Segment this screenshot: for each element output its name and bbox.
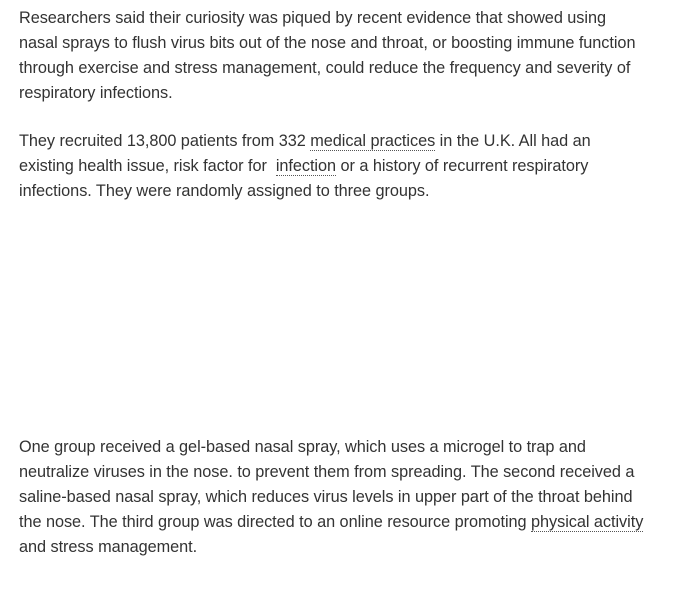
study-groups-text: One group received a gel-based nasal spray, which uses a microgel to trap and neutralize viruses in the nose. to prevent them from spreading. The second received a saline-based nasal spray, which reduces virus levels in upper part of the throat behind the nose. The third group was directed to an online resource promoting (19, 438, 635, 531)
recruitment-text-start: They recruited 13,800 patients from 332 (19, 132, 311, 150)
recruitment-text-middle: in the U.K. All had an existing health issue, risk factor for (19, 132, 596, 175)
physical-activity-link[interactable]: physical activity (531, 513, 644, 531)
article-body (19, 6, 649, 560)
medical-practices-link[interactable]: medical practices (310, 132, 436, 150)
infection-link[interactable]: infection (275, 157, 337, 175)
paragraph-study-groups (19, 435, 649, 560)
paragraph-recruitment (19, 129, 649, 204)
study-groups-text-end: and stress management. (19, 538, 198, 556)
paragraph-nasal-spray-evidence: Researchers said their curiosity was piqued by recent evidence that showed using nasal sprays to flush virus bits out of the nose and throat, or boosting immune function through exercise and stress management, could reduce the frequency and severity of respiratory infections. (19, 9, 636, 102)
recruitment-text-end: or a history of recurrent respiratory infections. They were randomly assigned to three groups. (19, 157, 593, 200)
ad-blank-space (19, 204, 649, 435)
